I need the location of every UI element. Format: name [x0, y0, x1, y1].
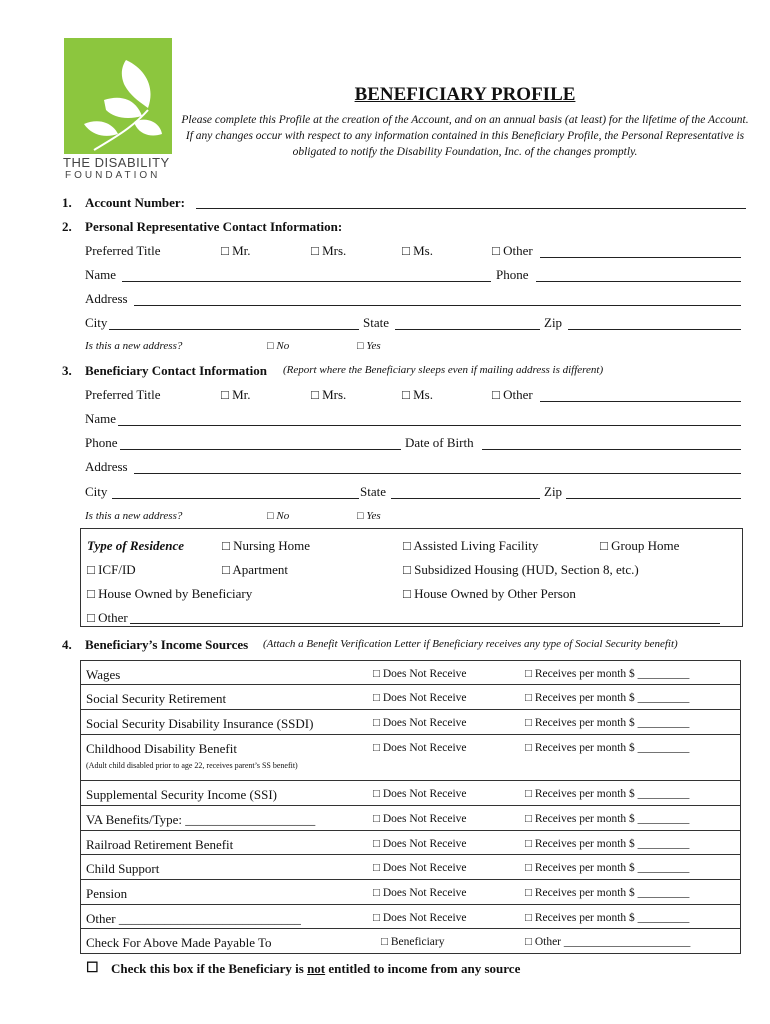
residence-subsidized[interactable]: □ Subsidized Housing (HUD, Section 8, etc.) — [403, 562, 639, 577]
income-receives-checkbox[interactable]: □ Receives per month $ _________ — [525, 887, 690, 899]
income-row — [80, 660, 741, 685]
ben-title-other-checkbox[interactable]: □ Other — [492, 387, 533, 402]
section-4-number: 4. — [62, 637, 72, 652]
rep-title-ms-checkbox[interactable]: □ Ms. — [402, 243, 433, 258]
income-not-receive-checkbox[interactable]: □ Does Not Receive — [373, 813, 467, 825]
residence-owned-other[interactable]: □ House Owned by Other Person — [403, 586, 576, 601]
ben-title-mr-checkbox[interactable]: □ Mr. — [221, 387, 251, 402]
no-income-text-pre: Check this box if the Beneficiary is — [111, 961, 308, 976]
intro-text: Please complete this Profile at the creation of the Account, and on an annual basis (at least) for the lifetime of the Account. If any changes occur with respect to any information contained in this Beneficiary Profile, the Personal Representative is obligated to notify the Disability Foundation, Inc. of the changes promptly. — [181, 114, 749, 158]
section-4-note: (Attach a Benefit Verification Letter if Beneficiary receives any type of Social Security benefit) — [263, 638, 678, 650]
no-income-checkbox[interactable]: ☐ — [86, 961, 99, 976]
residence-other-field[interactable] — [130, 623, 720, 624]
ben-title-ms-checkbox[interactable]: □ Ms. — [402, 387, 433, 402]
ben-address-label: Address — [85, 459, 128, 474]
income-receives-checkbox[interactable]: □ Receives per month $ _________ — [525, 788, 690, 800]
income-receives-checkbox[interactable]: □ Receives per month $ _________ — [525, 668, 690, 680]
org-name-line1: THE DISABILITY — [63, 155, 170, 170]
income-source-name: Social Security Retirement — [86, 691, 227, 706]
income-receives-checkbox[interactable]: □ Receives per month $ _________ — [525, 742, 690, 754]
income-source-name: VA Benefits/Type: ____________________ — [86, 812, 316, 827]
income-not-receive-checkbox[interactable]: □ Does Not Receive — [373, 887, 467, 899]
income-receives-checkbox[interactable]: □ Receives per month $ _________ — [525, 717, 690, 729]
income-row — [80, 880, 741, 905]
income-row — [80, 685, 741, 710]
rep-zip-field[interactable] — [568, 329, 741, 330]
account-number-field[interactable] — [196, 208, 746, 209]
rep-state-label: State — [363, 315, 389, 330]
income-source-name: Supplemental Security Income (SSI) — [86, 787, 277, 802]
income-receives-checkbox[interactable]: □ Receives per month $ _________ — [525, 838, 690, 850]
rep-title-other-checkbox[interactable]: □ Other — [492, 243, 533, 258]
rep-title-other-field[interactable] — [540, 257, 741, 258]
cdb-note: (Adult child disabled prior to age 22, receives parent’s SS benefit) — [86, 761, 298, 770]
ben-city-field[interactable] — [112, 498, 359, 499]
residence-nursing-home[interactable]: □ Nursing Home — [222, 538, 311, 553]
section-3-note: (Report where the Beneficiary sleeps even if mailing address is different) — [283, 364, 604, 376]
rep-address-field[interactable] — [134, 305, 741, 306]
ben-zip-label: Zip — [544, 484, 563, 499]
ben-state-label: State — [360, 484, 386, 499]
income-receives-checkbox[interactable]: □ Receives per month $ _________ — [525, 692, 690, 704]
rep-state-field[interactable] — [395, 329, 540, 330]
residence-icf[interactable]: □ ICF/ID — [87, 562, 136, 577]
rep-address-label: Address — [85, 291, 128, 306]
income-receives-checkbox[interactable]: □ Receives per month $ _________ — [525, 813, 690, 825]
section-2-heading: Personal Representative Contact Information: — [85, 219, 343, 234]
rep-new-address-no[interactable]: □ No — [267, 340, 290, 352]
ben-city-label: City — [85, 484, 108, 499]
ben-name-label: Name — [85, 411, 117, 426]
income-source-name: Pension — [86, 886, 128, 901]
income-not-receive-checkbox[interactable]: □ Beneficiary — [381, 936, 445, 948]
ben-title-label: Preferred Title — [85, 387, 161, 402]
rep-title-label: Preferred Title — [85, 243, 161, 258]
income-not-receive-checkbox[interactable]: □ Does Not Receive — [373, 788, 467, 800]
section-3-number: 3. — [62, 363, 72, 378]
rep-zip-label: Zip — [544, 315, 563, 330]
residence-assisted-living[interactable]: □ Assisted Living Facility — [403, 538, 539, 553]
income-row — [80, 735, 741, 781]
residence-other[interactable]: □ Other — [87, 610, 128, 625]
rep-name-label: Name — [85, 267, 117, 282]
ben-new-address-no[interactable]: □ No — [267, 510, 290, 522]
account-number-label: Account Number: — [85, 195, 186, 210]
residence-group-home[interactable]: □ Group Home — [600, 538, 680, 553]
rep-city-label: City — [85, 315, 108, 330]
ben-title-mrs-checkbox[interactable]: □ Mrs. — [311, 387, 347, 402]
income-source-name: Railroad Retirement Benefit — [86, 837, 234, 852]
rep-new-address-label: Is this a new address? — [85, 340, 183, 352]
income-row — [80, 905, 741, 929]
income-receives-checkbox[interactable]: □ Other ______________________ — [525, 936, 691, 948]
page-title: BENEFICIARY PROFILE — [354, 84, 576, 105]
income-source-name: Social Security Disability Insurance (SSDI) — [86, 716, 314, 731]
income-not-receive-checkbox[interactable]: □ Does Not Receive — [373, 862, 467, 874]
residence-owned-beneficiary[interactable]: □ House Owned by Beneficiary — [87, 586, 253, 601]
ben-dob-label: Date of Birth — [405, 435, 474, 450]
residence-label: Type of Residence — [87, 538, 184, 553]
ben-phone-label: Phone — [85, 435, 118, 450]
income-not-receive-checkbox[interactable]: □ Does Not Receive — [373, 717, 467, 729]
ben-dob-field[interactable] — [482, 449, 741, 450]
rep-phone-label: Phone — [496, 267, 529, 282]
income-source-name: Wages — [86, 667, 121, 682]
income-receives-checkbox[interactable]: □ Receives per month $ _________ — [525, 862, 690, 874]
org-name-line2: FOUNDATION — [65, 170, 161, 181]
no-income-text-post: entitled to income from any source — [325, 961, 521, 976]
income-receives-checkbox[interactable]: □ Receives per month $ _________ — [525, 912, 690, 924]
income-source-name: Child Support — [86, 861, 160, 876]
ben-state-field[interactable] — [391, 498, 540, 499]
section-2-number: 2. — [62, 219, 72, 234]
rep-title-mrs-checkbox[interactable]: □ Mrs. — [311, 243, 347, 258]
income-row — [80, 929, 741, 954]
income-not-receive-checkbox[interactable]: □ Does Not Receive — [373, 742, 467, 754]
ben-new-address-label: Is this a new address? — [85, 510, 183, 522]
income-not-receive-checkbox[interactable]: □ Does Not Receive — [373, 838, 467, 850]
rep-name-field[interactable] — [122, 281, 491, 282]
residence-apartment[interactable]: □ Apartment — [222, 562, 288, 577]
income-not-receive-checkbox[interactable]: □ Does Not Receive — [373, 692, 467, 704]
income-not-receive-checkbox[interactable]: □ Does Not Receive — [373, 668, 467, 680]
ben-new-address-yes[interactable]: □ Yes — [357, 510, 381, 522]
ben-title-other-field[interactable] — [540, 401, 741, 402]
section-4-heading: Beneficiary’s Income Sources — [85, 637, 249, 652]
ben-phone-field[interactable] — [120, 449, 401, 450]
income-source-name: Childhood Disability Benefit — [86, 741, 237, 756]
no-income-text-not: not — [307, 961, 326, 976]
rep-title-mr-checkbox[interactable]: □ Mr. — [221, 243, 251, 258]
ben-name-field[interactable] — [118, 425, 741, 426]
income-source-name: Check For Above Made Payable To — [86, 935, 272, 950]
income-source-name: Other ____________________________ — [86, 911, 301, 926]
rep-new-address-yes[interactable]: □ Yes — [357, 340, 381, 352]
ben-zip-field[interactable] — [566, 498, 741, 499]
no-income-statement — [111, 961, 520, 977]
income-row — [80, 831, 741, 855]
income-row — [80, 806, 741, 831]
section-1-number: 1. — [62, 195, 72, 210]
rep-phone-field[interactable] — [536, 281, 741, 282]
income-row — [80, 781, 741, 806]
income-row — [80, 855, 741, 880]
ben-address-field[interactable] — [134, 473, 741, 474]
income-not-receive-checkbox[interactable]: □ Does Not Receive — [373, 912, 467, 924]
rep-city-field[interactable] — [109, 329, 359, 330]
income-row — [80, 710, 741, 735]
section-3-heading: Beneficiary Contact Information — [85, 363, 267, 378]
